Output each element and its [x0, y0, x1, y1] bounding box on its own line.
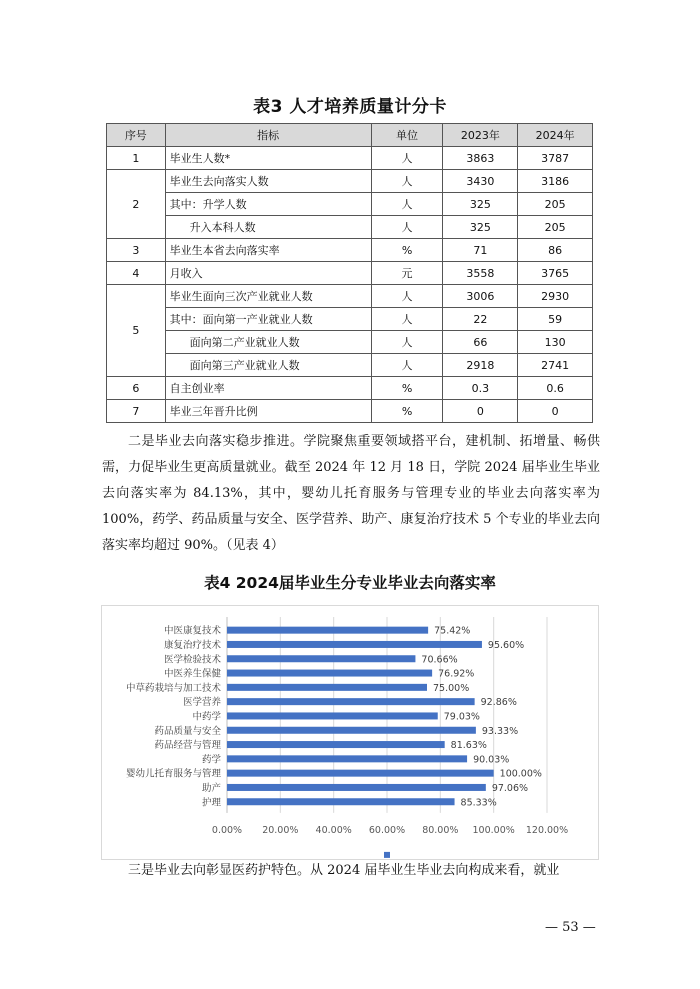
table-row: [107, 239, 593, 262]
data-bar: [227, 755, 467, 762]
data-label: 95.60%: [487, 639, 525, 651]
cell-indicator: 毕业三年晋升比例: [165, 400, 371, 423]
cell-indicator: 其中：面向第一产业就业人数: [165, 308, 371, 331]
cell-2024: 2741: [518, 354, 593, 377]
table-row: [107, 331, 593, 354]
cell-unit: 人: [371, 193, 443, 216]
category-label: 婴幼儿托育服务与管理: [125, 768, 221, 780]
header-2024: 2024年: [518, 124, 593, 147]
x-tick-label: 0.00%: [211, 824, 243, 836]
cell-unit: 人: [371, 354, 443, 377]
data-label: 85.33%: [460, 797, 497, 809]
category-label: 中药学: [192, 711, 221, 723]
page-number: — 53 —: [545, 920, 596, 935]
data-label: 100.00%: [499, 768, 542, 780]
cell-2023: 22: [443, 308, 518, 331]
data-bar: [227, 727, 476, 734]
cell-no: 5: [107, 285, 166, 377]
cell-unit: %: [371, 239, 443, 262]
x-tick-label: 60.00%: [368, 824, 406, 836]
data-bar: [227, 698, 475, 705]
data-label: 76.92%: [438, 668, 475, 680]
data-bar: [227, 741, 445, 748]
cell-2024: 86: [518, 239, 593, 262]
talent-quality-scorecard-table: [106, 123, 593, 423]
category-label: 医学检验技术: [163, 654, 221, 666]
cell-indicator: 面向第三产业就业人数: [165, 354, 371, 377]
table-row: [107, 308, 593, 331]
cell-2023: 3558: [443, 262, 518, 285]
x-tick-label: 120.00%: [525, 824, 569, 836]
category-label: 中医养生保健: [163, 668, 221, 680]
cell-2023: 71: [443, 239, 518, 262]
cell-no: 1: [107, 147, 166, 170]
chart-container: [101, 605, 599, 860]
header-unit: 单位: [371, 124, 443, 147]
table-row: [107, 377, 593, 400]
cell-no: 3: [107, 239, 166, 262]
data-bar: [227, 670, 432, 677]
cell-unit: 人: [371, 285, 443, 308]
table-row: [107, 193, 593, 216]
table-row: [107, 262, 593, 285]
data-bar: [227, 627, 428, 634]
cell-indicator: 自主创业率: [165, 377, 371, 400]
data-label: 93.33%: [481, 725, 519, 737]
cell-indicator: 面向第二产业就业人数: [165, 331, 371, 354]
header-no: 序号: [107, 124, 166, 147]
cell-indicator: 其中：升学人数: [165, 193, 371, 216]
cell-2024: 3186: [518, 170, 593, 193]
cell-2023: 66: [443, 331, 518, 354]
cell-unit: 人: [371, 147, 443, 170]
data-bar: [227, 798, 455, 805]
data-bar: [227, 641, 482, 648]
cell-2024: 0: [518, 400, 593, 423]
category-label: 药学: [201, 754, 221, 766]
cell-no: 6: [107, 377, 166, 400]
cell-indicator: 毕业生面向三次产业就业人数: [165, 285, 371, 308]
table-row: [107, 354, 593, 377]
data-bar: [227, 684, 427, 691]
cell-indicator: 毕业生人数*: [165, 147, 371, 170]
cell-indicator: 月收入: [165, 262, 371, 285]
category-label: 药品质量与安全: [154, 725, 221, 737]
cell-unit: 元: [371, 262, 443, 285]
category-label: 中草药栽培与加工技术: [125, 682, 221, 694]
x-tick-label: 80.00%: [422, 824, 459, 836]
chart-title: 表4 2024届毕业生分专业毕业去向落实率: [204, 574, 496, 592]
cell-unit: 人: [371, 216, 443, 239]
cell-2023: 0: [443, 400, 518, 423]
cell-2023: 3863: [443, 147, 518, 170]
cell-no: 2: [107, 170, 166, 239]
bar-chart: [102, 606, 598, 859]
data-bar: [227, 655, 415, 662]
table-row: [107, 400, 593, 423]
table-row: [107, 170, 593, 193]
cell-2024: 59: [518, 308, 593, 331]
table-row: [107, 216, 593, 239]
cell-2024: 130: [518, 331, 593, 354]
cell-2023: 325: [443, 193, 518, 216]
cell-no: 7: [107, 400, 166, 423]
cell-2023: 3430: [443, 170, 518, 193]
cell-2024: 205: [518, 216, 593, 239]
category-label: 中医康复技术: [163, 625, 221, 637]
cell-unit: %: [371, 400, 443, 423]
x-tick-label: 40.00%: [315, 824, 352, 836]
cell-2023: 0.3: [443, 377, 518, 400]
cell-2023: 325: [443, 216, 518, 239]
data-label: 97.06%: [491, 782, 529, 794]
category-label: 康复治疗技术: [163, 639, 221, 651]
data-bar: [227, 770, 494, 777]
cell-2024: 3787: [518, 147, 593, 170]
legend-marker: [384, 852, 390, 858]
cell-indicator: 升入本科人数: [165, 216, 371, 239]
cell-2023: 2918: [443, 354, 518, 377]
data-label: 90.03%: [473, 754, 510, 766]
data-label: 81.63%: [450, 740, 487, 752]
cell-unit: 人: [371, 308, 443, 331]
category-label: 医学营养: [182, 697, 221, 709]
cell-2024: 3765: [518, 262, 593, 285]
cell-unit: 人: [371, 170, 443, 193]
cell-unit: 人: [371, 331, 443, 354]
table-title: 表3 人才培养质量计分卡: [253, 97, 447, 117]
x-tick-label: 20.00%: [262, 824, 299, 836]
cell-indicator: 毕业生本省去向落实率: [165, 239, 371, 262]
cell-2023: 3006: [443, 285, 518, 308]
paragraph-employment-progress: 二是毕业去向落实稳步推进。学院聚焦重要领域搭平台，建机制、拓增量、畅供需，力促毕业生更高质量就业。截至 2024 年 12 月 18 日，学院 2024 届毕业生毕业去向落实率为 84.13%，其中，婴幼儿托育服务与管理专业的毕业去向落实率为 100%，药学、药品质量与安全、医学营养、助产、康复治疗技术 5 个专业的毕业去向落实率均超过 90%。（见表 4）: [102, 434, 600, 553]
category-label: 护理: [201, 797, 221, 809]
cell-no: 4: [107, 262, 166, 285]
data-label: 70.66%: [421, 654, 458, 666]
category-label: 药品经营与管理: [154, 740, 221, 752]
cell-indicator: 毕业生去向落实人数: [165, 170, 371, 193]
x-tick-label: 100.00%: [472, 824, 515, 836]
data-label: 75.42%: [434, 625, 471, 637]
cell-2024: 2930: [518, 285, 593, 308]
table-row: [107, 147, 593, 170]
header-2023: 2023年: [443, 124, 518, 147]
data-label: 92.86%: [480, 697, 517, 709]
cell-unit: %: [371, 377, 443, 400]
table-row: [107, 285, 593, 308]
table-header-row: [107, 124, 593, 147]
data-bar: [227, 784, 486, 791]
category-label: 助产: [201, 782, 221, 794]
data-label: 79.03%: [443, 711, 480, 723]
header-indicator: 指标: [165, 124, 371, 147]
cell-2024: 205: [518, 193, 593, 216]
paragraph-employment-features: 三是毕业去向彰显医药护特色。从 2024 届毕业生毕业去向构成来看，就业: [128, 863, 560, 878]
cell-2024: 0.6: [518, 377, 593, 400]
data-label: 75.00%: [433, 682, 470, 694]
data-bar: [227, 712, 438, 719]
